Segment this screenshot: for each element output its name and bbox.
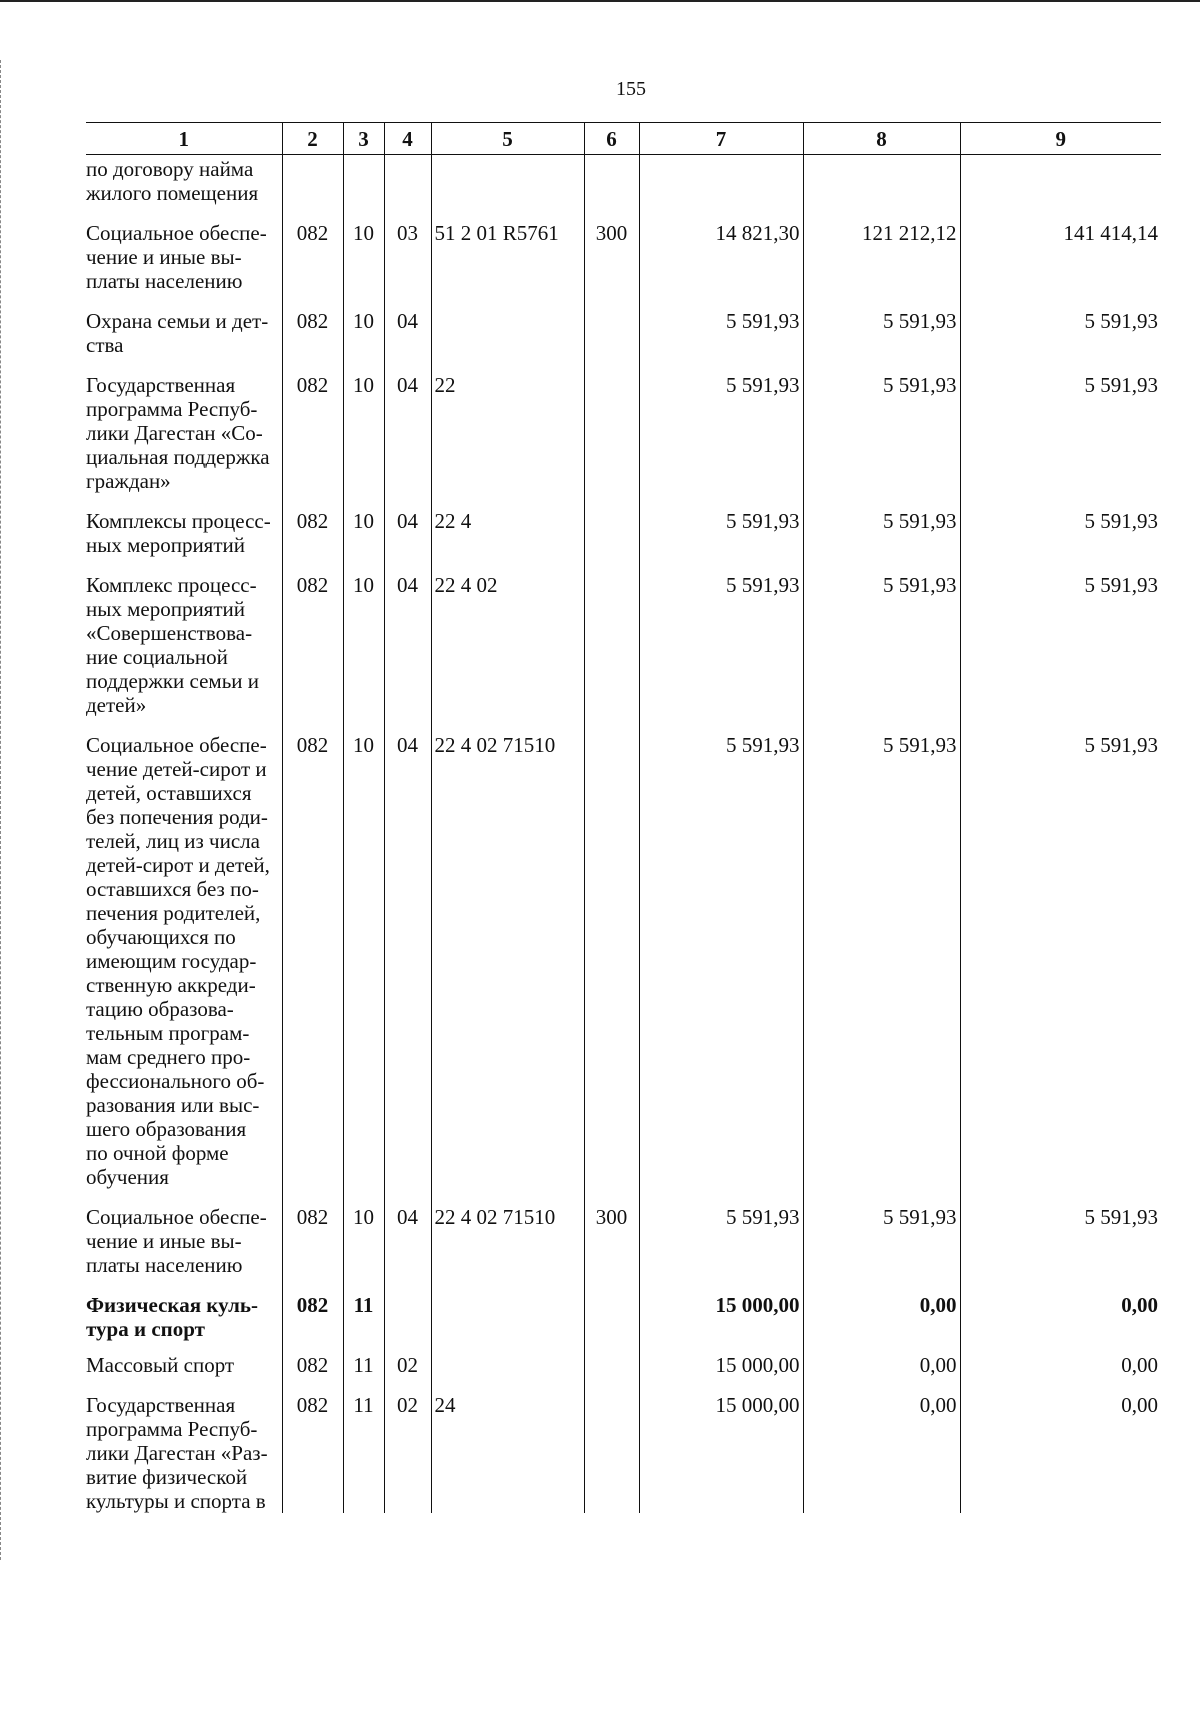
item-name-line: Социальное обеспе-: [86, 733, 267, 757]
budget-table: [86, 122, 1161, 1513]
cell-amount-col8: 5 591,93: [803, 493, 960, 557]
item-name-line: платы населению: [86, 1253, 243, 1277]
cell-amount-col9: 5 591,93: [960, 293, 1161, 357]
item-name-line: разования или выс-: [86, 1093, 260, 1117]
column-header: 9: [960, 123, 1161, 155]
cell-item-name: [86, 205, 282, 293]
item-name-line: поддержки семьи и: [86, 669, 260, 693]
item-name-line: граждан»: [86, 469, 171, 493]
cell-section-code: 10: [343, 717, 384, 1189]
cell-target-article: 22 4 02 71510: [431, 1189, 584, 1277]
cell-item-name: [86, 155, 282, 206]
cell-item-name: [86, 493, 282, 557]
table-row: [86, 205, 1161, 293]
cell-item-name: [86, 293, 282, 357]
cell-amount-col9: 5 591,93: [960, 493, 1161, 557]
cell-section-code: [343, 155, 384, 206]
cell-target-article: 22 4 02: [431, 557, 584, 717]
item-name-line: мам среднего про-: [86, 1045, 251, 1069]
item-name-line: тацию образова-: [86, 997, 234, 1021]
cell-section-code: 10: [343, 357, 384, 493]
cell-amount-col8: 121 212,12: [803, 205, 960, 293]
cell-expense-type: [584, 557, 639, 717]
cell-expense-type: [584, 1277, 639, 1341]
cell-target-article: [431, 1277, 584, 1341]
cell-amount-col9: 5 591,93: [960, 357, 1161, 493]
cell-target-article: 22 4 02 71510: [431, 717, 584, 1189]
cell-amount-col8: [803, 155, 960, 206]
table-row: [86, 717, 1161, 1189]
item-name-line: имеющим государ-: [86, 949, 257, 973]
cell-subsection-code: 02: [384, 1377, 431, 1513]
table-row: [86, 557, 1161, 717]
cell-subsection-code: 02: [384, 1341, 431, 1377]
cell-item-name: [86, 1277, 282, 1341]
cell-expense-type: [584, 357, 639, 493]
item-name-line: тельным програм-: [86, 1021, 250, 1045]
cell-subsection-code: 04: [384, 717, 431, 1189]
cell-target-article: [431, 1341, 584, 1377]
cell-expense-type: [584, 1341, 639, 1377]
cell-item-name: [86, 1189, 282, 1277]
table-row: [86, 357, 1161, 493]
item-name-line: Социальное обеспе-: [86, 221, 267, 245]
table-row: [86, 1277, 1161, 1341]
cell-expense-type: [584, 293, 639, 357]
cell-item-name: [86, 717, 282, 1189]
cell-subsection-code: 04: [384, 493, 431, 557]
cell-target-article: 22: [431, 357, 584, 493]
item-name-line: тура и спорт: [86, 1317, 205, 1341]
cell-amount-col8: 5 591,93: [803, 1189, 960, 1277]
column-header: 6: [584, 123, 639, 155]
item-name-line: фессионального об-: [86, 1069, 265, 1093]
item-name-line: оставшихся без по-: [86, 877, 259, 901]
table-header-row: [86, 123, 1161, 155]
cell-ministry-code: 082: [282, 293, 343, 357]
cell-target-article: 22 4: [431, 493, 584, 557]
item-name-line: обучения: [86, 1165, 169, 1189]
item-name-line: культуры и спорта в: [86, 1489, 266, 1513]
cell-expense-type: [584, 493, 639, 557]
cell-subsection-code: 03: [384, 205, 431, 293]
cell-item-name: [86, 357, 282, 493]
item-name-line: Комплексы процесс-: [86, 509, 271, 533]
column-header: 3: [343, 123, 384, 155]
cell-section-code: 11: [343, 1277, 384, 1341]
cell-subsection-code: [384, 155, 431, 206]
item-name-line: программа Респуб-: [86, 397, 258, 421]
item-name-line: детей, оставшихся: [86, 781, 252, 805]
cell-target-article: 24: [431, 1377, 584, 1513]
item-name-line: чение детей-сирот и: [86, 757, 267, 781]
cell-amount-col9: 0,00: [960, 1377, 1161, 1513]
item-name-line: обучающихся по: [86, 925, 236, 949]
item-name-line: жилого помещения: [86, 181, 259, 205]
item-name-line: программа Респуб-: [86, 1417, 258, 1441]
cell-amount-col7: 5 591,93: [639, 717, 803, 1189]
cell-amount-col7: [639, 155, 803, 206]
cell-ministry-code: 082: [282, 557, 343, 717]
cell-amount-col8: 5 591,93: [803, 717, 960, 1189]
item-name-line: печения родителей,: [86, 901, 261, 925]
item-name-line: телей, лиц из числа: [86, 829, 260, 853]
cell-subsection-code: 04: [384, 1189, 431, 1277]
cell-amount-col7: 5 591,93: [639, 357, 803, 493]
cell-section-code: 10: [343, 1189, 384, 1277]
cell-ministry-code: 082: [282, 1277, 343, 1341]
item-name-line: без попечения роди-: [86, 805, 268, 829]
cell-section-code: 10: [343, 557, 384, 717]
table-row: [86, 1377, 1161, 1513]
item-name-line: Массовый спорт: [86, 1353, 235, 1377]
cell-amount-col8: 5 591,93: [803, 357, 960, 493]
column-header: 2: [282, 123, 343, 155]
item-name-line: ных мероприятий: [86, 597, 245, 621]
column-header: 8: [803, 123, 960, 155]
table-row: [86, 1341, 1161, 1377]
cell-amount-col8: 5 591,93: [803, 557, 960, 717]
cell-amount-col9: 5 591,93: [960, 1189, 1161, 1277]
cell-item-name: [86, 1341, 282, 1377]
cell-amount-col9: 0,00: [960, 1277, 1161, 1341]
column-header: 4: [384, 123, 431, 155]
cell-amount-col8: 0,00: [803, 1377, 960, 1513]
item-name-line: платы населению: [86, 269, 243, 293]
item-name-line: ных мероприятий: [86, 533, 245, 557]
column-header: 5: [431, 123, 584, 155]
item-name-line: Государственная: [86, 373, 236, 397]
cell-amount-col9: [960, 155, 1161, 206]
cell-subsection-code: [384, 1277, 431, 1341]
item-name-line: лики Дагестан «Раз-: [86, 1441, 268, 1465]
cell-expense-type: [584, 155, 639, 206]
cell-amount-col7: 5 591,93: [639, 493, 803, 557]
scan-top-edge: [0, 0, 1200, 2]
item-name-line: Охрана семьи и дет-: [86, 309, 269, 333]
cell-amount-col7: 14 821,30: [639, 205, 803, 293]
cell-ministry-code: 082: [282, 493, 343, 557]
cell-target-article: [431, 155, 584, 206]
item-name-line: витие физической: [86, 1465, 248, 1489]
column-header: 7: [639, 123, 803, 155]
table-row: [86, 493, 1161, 557]
item-name-line: Физическая куль-: [86, 1293, 258, 1317]
cell-amount-col7: 15 000,00: [639, 1277, 803, 1341]
item-name-line: лики Дагестан «Со-: [86, 421, 263, 445]
cell-ministry-code: [282, 155, 343, 206]
item-name-line: ние социальной: [86, 645, 228, 669]
cell-amount-col7: 15 000,00: [639, 1341, 803, 1377]
item-name-line: шего образования: [86, 1117, 247, 1141]
item-name-line: детей»: [86, 693, 147, 717]
cell-ministry-code: 082: [282, 717, 343, 1189]
item-name-line: Социальное обеспе-: [86, 1205, 267, 1229]
cell-amount-col7: 5 591,93: [639, 557, 803, 717]
cell-amount-col7: 5 591,93: [639, 1189, 803, 1277]
cell-ministry-code: 082: [282, 1377, 343, 1513]
cell-target-article: [431, 293, 584, 357]
cell-target-article: 51 2 01 R5761: [431, 205, 584, 293]
item-name-line: ственную аккреди-: [86, 973, 256, 997]
table-row: [86, 293, 1161, 357]
cell-amount-col7: 5 591,93: [639, 293, 803, 357]
cell-expense-type: [584, 1377, 639, 1513]
cell-item-name: [86, 557, 282, 717]
cell-section-code: 11: [343, 1341, 384, 1377]
cell-ministry-code: 082: [282, 357, 343, 493]
item-name-line: детей-сирот и детей,: [86, 853, 270, 877]
cell-expense-type: 300: [584, 1189, 639, 1277]
cell-section-code: 10: [343, 205, 384, 293]
cell-ministry-code: 082: [282, 205, 343, 293]
cell-section-code: 10: [343, 293, 384, 357]
cell-section-code: 10: [343, 493, 384, 557]
item-name-line: чение и иные вы-: [86, 245, 242, 269]
cell-expense-type: 300: [584, 205, 639, 293]
item-name-line: «Совершенствова-: [86, 621, 253, 645]
cell-amount-col7: 15 000,00: [639, 1377, 803, 1513]
item-name-line: Комплекс процесс-: [86, 573, 257, 597]
cell-expense-type: [584, 717, 639, 1189]
cell-subsection-code: 04: [384, 357, 431, 493]
cell-subsection-code: 04: [384, 293, 431, 357]
item-name-line: по договору найма: [86, 157, 254, 181]
scan-left-edge: [0, 60, 3, 1560]
item-name-line: ства: [86, 333, 124, 357]
column-header: 1: [86, 123, 282, 155]
cell-amount-col8: 5 591,93: [803, 293, 960, 357]
item-name-line: чение и иные вы-: [86, 1229, 242, 1253]
cell-section-code: 11: [343, 1377, 384, 1513]
table-row: [86, 155, 1161, 206]
cell-amount-col9: 0,00: [960, 1341, 1161, 1377]
cell-item-name: [86, 1377, 282, 1513]
cell-ministry-code: 082: [282, 1341, 343, 1377]
table-row: [86, 1189, 1161, 1277]
cell-amount-col9: 141 414,14: [960, 205, 1161, 293]
cell-amount-col9: 5 591,93: [960, 557, 1161, 717]
item-name-line: циальная поддержка: [86, 445, 270, 469]
page-number: 155: [616, 78, 646, 100]
cell-ministry-code: 082: [282, 1189, 343, 1277]
item-name-line: по очной форме: [86, 1141, 229, 1165]
cell-amount-col9: 5 591,93: [960, 717, 1161, 1189]
item-name-line: Государственная: [86, 1393, 236, 1417]
cell-subsection-code: 04: [384, 557, 431, 717]
cell-amount-col8: 0,00: [803, 1277, 960, 1341]
cell-amount-col8: 0,00: [803, 1341, 960, 1377]
table-body: [86, 155, 1161, 1514]
